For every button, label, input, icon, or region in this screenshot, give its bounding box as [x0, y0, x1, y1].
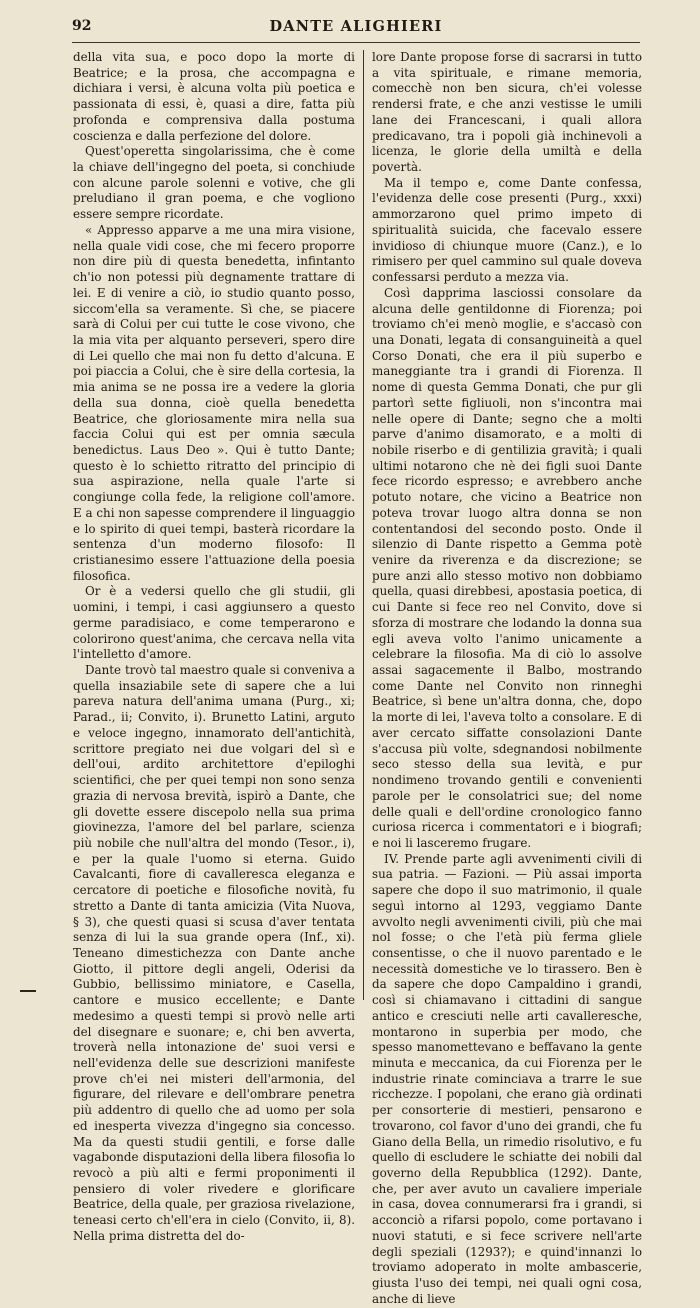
paragraph: Dante trovò tal maestro quale si conveniva a quella insaziabile sete di sapere che a lui pareva natura dell'anima umana (Purg., xi; Parad., ii; Convito, i). Brunetto Latini, arguto e veloce ingegno, innamorato dell'antichità, scrittore pregiato nei due volgari del sì e dell'oui, ardito architettore d'epiloghi scientifici, che per quei tempi non sono senza grazia di nervosa brevità, ispirò a Dante, che gli dovette essere discepolo nella sua prima giovinezza, l'amore del bel parlare, scienza più nobile che null'altra del mondo (Tesor., i), e per la quale l'uomo si eterna. Guido Cavalcanti, fiore di cavalleresca eleganza e cercatore di poetiche e filosofiche novità, fu stretto a Dante di tanta amicizia (Vita Nuova, § 3), che questi quasi si scusa d'aver tentata senza di lui la sua grande opera (Inf., xi). Teneano dimestichezza con Dante anche Giotto, il pittore degli angeli, Oderisi da Gubbio, bellissimo miniatore, e Casella, cantore e musico eccellente; e Dante medesimo a questi tempi si provò nelle arti del disegnare e suonare; e, chi ben avverta, troverà nella intonazione de' suoi versi e nell'evidenza delle sue descrizioni manifeste prove ch'ei nei misteri dell'armonia, del figurare, del rilevare e dell'ombrare penetra più addentro di quello che ad uomo per sola ed inesperta vivezza d'ingegno sia concesso. Ma da questi studii gentili, e forse dalle vagabonde disputazioni della libera filosofia lo revocò a più alti e fermi proponimenti il pensiero di voler rivedere e glorificare Beatrice, della quale, per graziosa rivelazione, teneasi certo ch'ell'era in cielo (Convito, ii, 8). Nella prima distretta del do-: [73, 663, 355, 1243]
running-title: DANTE ALIGHIERI: [269, 18, 443, 35]
paragraph: Quest'operetta singolarissima, che è come la chiave dell'ingegno del poeta, si conchiude con alcune parole solenni e votive, che gli preludiano il gran poema, e che vogliono essere sempre ricordate.: [73, 144, 355, 222]
paragraph: « Appresso apparve a me una mira visione, nella quale vidi cose, che mi fecero proporre non dire più di questa benedetta, infintanto ch'io non potessi più degnamente trattare di lei. E di venire a ciò, io studio quanto posso, siccom'ella sa veramente. Sì che, se piacere sarà di Colui per cui tutte le cose vivono, che la mia vita per alquanto perseveri, spero dire di Lei quello che mai non fu detto d'alcuna. E poi piaccia a Colui, che è sire della cortesia, la mia anima se ne possa ire a vedere la gloria della sua donna, cioè quella benedetta Beatrice, che gloriosamente mira nella sua faccia Colui qui est per omnia sæcula benedictus. Laus Deo ». Qui è tutto Dante; questo è lo schietto ritratto del principio di sua aspirazione, nella quale l'arte si congiunge colla fede, la religione coll'amore. E a chi non sapesse comprendere il linguaggio e lo spirito di quei tempi, basterà ricordare la sentenza d'un moderno filosofo: Il cristianesimo essere l'attuazione della poesia filosofica.: [73, 222, 355, 583]
column-divider: [363, 50, 364, 1000]
paragraph: della vita sua, e poco dopo la morte di Beatrice; e la prosa, che accompagna e dichiara i versi, è alcuna volta più poetica e passionata di essi, è, quasi a dire, fatta più profonda e comprensiva dalla postuma coscienza e dalla perfezione del dolore.: [73, 50, 355, 143]
paragraph: Ma il tempo e, come Dante confessa, l'evidenza delle cose presenti (Purg., xxxi) ammorzarono quel primo impeto di spiritualità suicida, che facevalo essere invidioso di chiunque muore (Canz.), e lo rimisero per quel cammino sul quale doveva confessarsi perduto a mezza via.: [372, 175, 642, 285]
right-column: [372, 50, 642, 1306]
page-header: [72, 18, 640, 42]
header-rule: [72, 42, 640, 43]
paragraph: lore Dante propose forse di sacrarsi in tutto a vita spirituale, e rimane memoria, comecchè non ben sicura, ch'ei volesse rendersi frate, e che anzi vestisse le umili lane dei Francescani, i quali allora predicavano, tra i popoli già inchinevoli a licenza, le glorie della umiltà e della povertà.: [372, 50, 642, 175]
paragraph: IV. Prende parte agli avvenimenti civili di sua patria. — Fazioni. — Più assai importa sapere che dopo il suo matrimonio, il quale seguì intorno al 1293, veggiamo Dante avvolto negli avvenimenti civili, più che mai nol fosse; o che l'età più ferma gliele consentisse, o che il nuovo parentado e le necessità domestiche ve lo tirassero. Ben è da sapere che dopo Campaldino i grandi, così si chiamavano i cittadini di sangue antico e cresciuti nelle arti cavalleresche, montarono in superbia per modo, che spesso manomettevano e beffavano la gente minuta e meccanica, da cui Fiorenza per le industrie rinate cominciava a trarre le sue ricchezze. I popolani, che erano già ordinati per consorterie di mestieri, pensarono e trovarono, col favor d'uno dei grandi, che fu Giano della Bella, un rimedio risolutivo, e fu quello di escludere le schiatte dei nobili dal governo della Repubblica (1292). Dante, che, per aver avuto un cavaliere imperiale in casa, dovea connumerarsi fra i grandi, si acconciò a rifarsi popolo, come portavano i nuovi statuti, e si fece scrivere nell'arte degli speziali (1293?); e quind'innanzi lo troviamo adoperato in molte ambascerie, giusta l'uso dei tempi, nei quali ogni cosa, anche di lieve: [372, 851, 642, 1306]
paragraph: Or è a vedersi quello che gli studii, gli uomini, i tempi, i casi aggiunsero a questo germe paradisiaco, e come temperarono e colorirono quest'anima, che cercava nella vita l'intelletto d'amore.: [73, 584, 355, 662]
page-number: 92: [72, 18, 92, 34]
paragraph: Così dapprima lasciossi consolare da alcuna delle gentildonne di Fiorenza; poi troviamo ch'ei menò moglie, e s'accasò con una Donati, legata di consanguineità a quel Corso Donati, che era il più superbo e maneggiante tra i grandi di Fiorenza. Il nome di questa Gemma Donati, che pur gli partorì sette figliuoli, non s'incontra mai nelle opere di Dante; segno che a molti parve d'animo disamorato, e a molti di nobile riserbo e di gentilizia gravità; i quali ultimi notarono che nè dei figli suoi Dante fece ricordo espresso; e avrebbero anche potuto notare, che vicino a Beatrice non poteva trovar luogo altra donna se non contentandosi del secondo posto. Onde il silenzio di Dante rispetto a Gemma potè venire da riverenza e da discrezione; se pure anzi allo stesso motivo non dobbiamo quella, quasi direbbesi, apostasia poetica, di cui Dante si fece reo nel Convito, dove si sforza di mostrare che lodando la donna sua egli aveva volto l'animo unicamente a celebrare la filosofia. Ma di ciò lo assolve assai sagacemente il Balbo, mostrando come Dante nel Convito non rinneghi Beatrice, sì bene un'altra donna, che, dopo la morte di lei, l'aveva tolto a consolare. E di aver cercato siffatte consolazioni Dante s'accusa più volte, sdegnandosi nobilmente seco stesso della sua levità, e pur nondimeno trovando gentili e convenienti parole per le consolatrici sue; del nome delle quali e dell'ordine cronologico fanno curiosa ricerca i commentatori e i biografi; e noi li lasceremo frugare.: [372, 285, 642, 850]
left-column: [73, 50, 355, 1243]
margin-mark: [20, 990, 36, 992]
